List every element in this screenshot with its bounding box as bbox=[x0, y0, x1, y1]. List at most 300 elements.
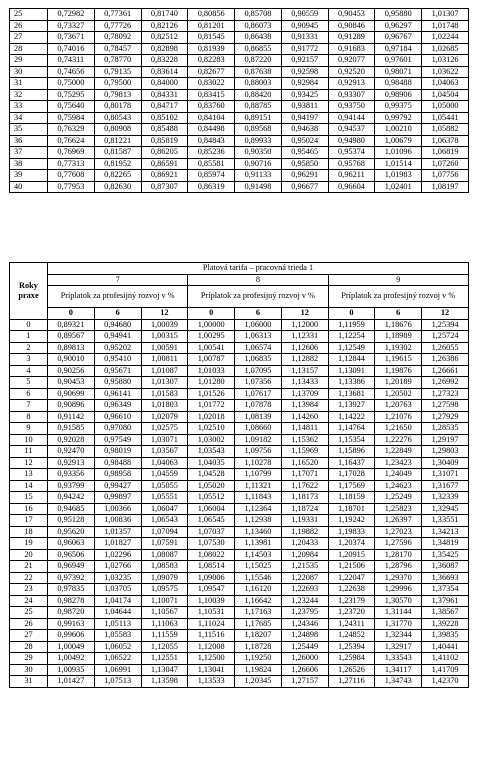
coefficient-cell: 1,24049 bbox=[375, 469, 422, 481]
coefficient-cell: 1,10567 bbox=[141, 607, 188, 619]
coefficient-cell: 1,02766 bbox=[94, 561, 141, 573]
years-cell: 25 bbox=[10, 607, 48, 619]
group-subtitle-7: Príplatok za profesijný rozvoj v % bbox=[48, 286, 188, 308]
coefficient-cell: 0,98488 bbox=[375, 78, 422, 90]
coefficient-cell: 1,00039 bbox=[141, 319, 188, 331]
years-cell: 28 bbox=[10, 641, 48, 653]
coefficient-cell: 0,92077 bbox=[328, 55, 375, 67]
coefficient-cell: 1,15969 bbox=[281, 446, 328, 458]
coefficient-cell: 1,01748 bbox=[422, 20, 469, 32]
coefficient-cell: 0,91331 bbox=[281, 32, 328, 44]
coefficient-cell: 1,06835 bbox=[235, 354, 282, 366]
table-row bbox=[10, 469, 469, 481]
coefficient-cell: 1,23795 bbox=[281, 607, 328, 619]
coefficient-cell: 0,92913 bbox=[328, 78, 375, 90]
coefficient-cell: 1,17071 bbox=[281, 469, 328, 481]
coefficient-cell: 1,29996 bbox=[375, 584, 422, 596]
coefficient-cell: 1,26397 bbox=[375, 515, 422, 527]
years-cell: 24 bbox=[10, 595, 48, 607]
years-cell: 5 bbox=[10, 377, 48, 389]
coefficient-cell: 1,26526 bbox=[328, 664, 375, 676]
coefficient-cell: 1,34819 bbox=[422, 538, 469, 550]
coefficient-cell: 1,11024 bbox=[188, 618, 235, 630]
table-row bbox=[10, 411, 469, 423]
coefficient-cell: 1,32344 bbox=[375, 630, 422, 642]
coefficient-cell: 1,04528 bbox=[188, 469, 235, 481]
coefficient-cell: 1,10278 bbox=[235, 457, 282, 469]
coefficient-cell: 0,75984 bbox=[48, 112, 95, 124]
coefficient-cell: 1,06991 bbox=[94, 664, 141, 676]
coefficient-cell: 0,85974 bbox=[188, 170, 235, 182]
coefficient-cell: 0,81221 bbox=[94, 135, 141, 147]
coefficient-cell: 1,04063 bbox=[141, 457, 188, 469]
coefficient-cell: 1,05551 bbox=[141, 492, 188, 504]
coefficient-cell: 1,03567 bbox=[141, 446, 188, 458]
coefficient-cell: 1,15362 bbox=[281, 434, 328, 446]
coefficient-cell: 0,83022 bbox=[188, 78, 235, 90]
coefficient-cell: 1,13460 bbox=[235, 526, 282, 538]
coefficient-cell: 1,00049 bbox=[48, 641, 95, 653]
coefficient-cell: 1,34743 bbox=[375, 676, 422, 688]
coefficient-cell: 0,97835 bbox=[48, 584, 95, 596]
coefficient-cell: 1,08583 bbox=[141, 561, 188, 573]
years-cell: 4 bbox=[10, 365, 48, 377]
coefficient-cell: 1,00679 bbox=[375, 135, 422, 147]
coefficient-cell: 1,15025 bbox=[235, 561, 282, 573]
coefficient-cell: 1,18676 bbox=[375, 319, 422, 331]
coefficient-cell: 1,08514 bbox=[188, 561, 235, 573]
coefficient-cell: 1,20189 bbox=[375, 377, 422, 389]
coefficient-cell: 0,97549 bbox=[94, 434, 141, 446]
coefficient-cell: 1,22047 bbox=[328, 572, 375, 584]
coefficient-cell: 0,94197 bbox=[281, 112, 328, 124]
coefficient-cell: 0,99427 bbox=[94, 480, 141, 492]
coefficient-cell: 1,19250 bbox=[235, 653, 282, 665]
coefficient-cell: 0,93750 bbox=[328, 101, 375, 113]
coefficient-cell: 1,22276 bbox=[375, 434, 422, 446]
coefficient-cell: 0,84104 bbox=[188, 112, 235, 124]
coefficient-cell: 1,31071 bbox=[422, 469, 469, 481]
coefficient-cell: 0,77726 bbox=[94, 20, 141, 32]
coefficient-cell: 0,86319 bbox=[188, 181, 235, 193]
coefficient-cell: 0,88420 bbox=[235, 89, 282, 101]
coefficient-cell: 1,03126 bbox=[422, 55, 469, 67]
coefficient-cell: 1,01280 bbox=[188, 377, 235, 389]
coefficient-cell: 1,12500 bbox=[188, 653, 235, 665]
coefficient-cell: 0,81939 bbox=[188, 43, 235, 55]
coefficient-cell: 0,83614 bbox=[141, 66, 188, 78]
table-row bbox=[10, 319, 469, 331]
coefficient-cell: 1,10799 bbox=[235, 469, 282, 481]
coefficient-cell: 0,89151 bbox=[235, 112, 282, 124]
coefficient-cell: 1,06047 bbox=[141, 503, 188, 515]
coefficient-cell: 1,38567 bbox=[422, 607, 469, 619]
coefficient-cell: 1,20433 bbox=[281, 538, 328, 550]
table-row bbox=[10, 423, 469, 435]
coefficient-cell: 0,84717 bbox=[141, 101, 188, 113]
coefficient-cell: 1,04174 bbox=[94, 595, 141, 607]
top-table bbox=[9, 8, 469, 193]
coefficient-cell: 1,19615 bbox=[375, 354, 422, 366]
coefficient-cell: 1,20345 bbox=[235, 676, 282, 688]
coefficient-cell: 0,95374 bbox=[328, 147, 375, 159]
coefficient-cell: 0,86073 bbox=[235, 20, 282, 32]
coefficient-cell: 0,79813 bbox=[94, 89, 141, 101]
coefficient-cell: 1,24898 bbox=[281, 630, 328, 642]
coefficient-cell: 1,03705 bbox=[94, 584, 141, 596]
coefficient-cell: 1,09079 bbox=[141, 572, 188, 584]
coefficient-cell: 1,13984 bbox=[281, 400, 328, 412]
coefficient-cell: 1,04504 bbox=[422, 89, 469, 101]
coefficient-cell: 1,05113 bbox=[94, 618, 141, 630]
coefficient-cell: 1,32339 bbox=[422, 492, 469, 504]
coefficient-cell: 0,86438 bbox=[235, 32, 282, 44]
coefficient-cell: 0,92028 bbox=[48, 434, 95, 446]
coefficient-cell: 1,00836 bbox=[94, 515, 141, 527]
coefficient-cell: 1,25394 bbox=[328, 641, 375, 653]
coefficient-cell: 1,21076 bbox=[375, 411, 422, 423]
coefficient-cell: 1,24346 bbox=[281, 618, 328, 630]
coefficient-cell: 1,09575 bbox=[141, 584, 188, 596]
coefficient-cell: 1,13598 bbox=[141, 676, 188, 688]
table-row bbox=[10, 492, 469, 504]
coefficient-cell: 0,82126 bbox=[141, 20, 188, 32]
coefficient-cell: 0,90559 bbox=[281, 9, 328, 21]
coefficient-cell: 0,82283 bbox=[188, 55, 235, 67]
coefficient-cell: 0,89813 bbox=[48, 342, 95, 354]
coefficient-cell: 1,09182 bbox=[235, 434, 282, 446]
coefficient-cell: 0,78457 bbox=[94, 43, 141, 55]
coefficient-cell: 1,06052 bbox=[94, 641, 141, 653]
coefficient-cell: 1,06545 bbox=[188, 515, 235, 527]
coefficient-cell: 0,75640 bbox=[48, 101, 95, 113]
coefficient-cell: 1,22087 bbox=[281, 572, 328, 584]
table-row bbox=[10, 158, 469, 170]
coefficient-cell: 0,82898 bbox=[141, 43, 188, 55]
coefficient-cell: 1,06574 bbox=[235, 342, 282, 354]
coefficient-cell: 0,98958 bbox=[94, 469, 141, 481]
coefficient-cell: 0,96610 bbox=[94, 411, 141, 423]
coefficient-cell: 1,06819 bbox=[422, 147, 469, 159]
years-cell: 11 bbox=[10, 446, 48, 458]
coefficient-cell: 1,36087 bbox=[422, 561, 469, 573]
sub-header: 12 bbox=[141, 308, 188, 320]
coefficient-cell: 1,00591 bbox=[141, 342, 188, 354]
coefficient-cell: 0,84331 bbox=[141, 89, 188, 101]
coefficient-cell: 0,76624 bbox=[48, 135, 95, 147]
coefficient-cell: 1,16120 bbox=[235, 584, 282, 596]
coefficient-cell: 1,08087 bbox=[141, 549, 188, 561]
years-cell: 34 bbox=[10, 112, 48, 124]
table-row bbox=[10, 526, 469, 538]
table-row bbox=[10, 135, 469, 147]
coefficient-cell: 1,00000 bbox=[188, 319, 235, 331]
coefficient-cell: 0,95671 bbox=[94, 365, 141, 377]
coefficient-cell: 1,09006 bbox=[188, 572, 235, 584]
table-row bbox=[10, 354, 469, 366]
coefficient-cell: 0,96677 bbox=[281, 181, 328, 193]
coefficient-cell: 1,19302 bbox=[375, 342, 422, 354]
years-cell: 20 bbox=[10, 549, 48, 561]
years-cell: 3 bbox=[10, 354, 48, 366]
coefficient-cell: 1,27598 bbox=[422, 400, 469, 412]
years-cell: 27 bbox=[10, 32, 48, 44]
coefficient-cell: 0,98488 bbox=[94, 457, 141, 469]
coefficient-cell: 1,23423 bbox=[375, 457, 422, 469]
coefficient-cell: 1,01583 bbox=[141, 388, 188, 400]
coefficient-cell: 1,00210 bbox=[375, 124, 422, 136]
coefficient-cell: 0,96211 bbox=[328, 170, 375, 182]
coefficient-cell: 1,02401 bbox=[375, 181, 422, 193]
coefficient-cell: 1,00541 bbox=[188, 342, 235, 354]
salary-table bbox=[9, 262, 469, 688]
years-cell: 2 bbox=[10, 342, 48, 354]
coefficient-cell: 1,18173 bbox=[281, 492, 328, 504]
coefficient-cell: 0,89321 bbox=[48, 319, 95, 331]
table-row bbox=[10, 112, 469, 124]
coefficient-cell: 1,11063 bbox=[141, 618, 188, 630]
years-cell: 23 bbox=[10, 584, 48, 596]
coefficient-cell: 1,19833 bbox=[328, 526, 375, 538]
coefficient-cell: 0,84000 bbox=[141, 78, 188, 90]
coefficient-cell: 1,27023 bbox=[375, 526, 422, 538]
table-title: Platová tarifa – pracovná trieda 1 bbox=[48, 263, 469, 275]
coefficient-cell: 1,22849 bbox=[375, 446, 422, 458]
coefficient-cell: 1,13681 bbox=[328, 388, 375, 400]
coefficient-cell: 0,94685 bbox=[48, 503, 95, 515]
coefficient-cell: 1,11959 bbox=[328, 319, 375, 331]
table-row bbox=[10, 89, 469, 101]
coefficient-cell: 1,28796 bbox=[375, 561, 422, 573]
coefficient-cell: 0,95202 bbox=[94, 342, 141, 354]
coefficient-cell: 1,17569 bbox=[328, 480, 375, 492]
table-row bbox=[10, 147, 469, 159]
coefficient-cell: 1,26055 bbox=[422, 342, 469, 354]
coefficient-cell: 1,07260 bbox=[422, 158, 469, 170]
coefficient-cell: 1,21650 bbox=[375, 423, 422, 435]
coefficient-cell: 1,13091 bbox=[328, 365, 375, 377]
coefficient-cell: 1,11321 bbox=[235, 480, 282, 492]
coefficient-cell: 0,96297 bbox=[375, 20, 422, 32]
coefficient-cell: 1,20984 bbox=[281, 549, 328, 561]
coefficient-cell: 1,29197 bbox=[422, 434, 469, 446]
coefficient-cell: 0,86921 bbox=[141, 170, 188, 182]
coefficient-cell: 1,02018 bbox=[188, 411, 235, 423]
coefficient-cell: 0,93307 bbox=[328, 89, 375, 101]
coefficient-cell: 1,10039 bbox=[188, 595, 235, 607]
coefficient-cell: 1,04559 bbox=[141, 469, 188, 481]
coefficient-cell: 1,13157 bbox=[281, 365, 328, 377]
years-cell: 31 bbox=[10, 676, 48, 688]
coefficient-cell: 1,14503 bbox=[235, 549, 282, 561]
coefficient-cell: 0,81740 bbox=[141, 9, 188, 21]
years-cell: 30 bbox=[10, 66, 48, 78]
coefficient-cell: 1,14764 bbox=[328, 423, 375, 435]
coefficient-cell: 1,34117 bbox=[375, 664, 422, 676]
coefficient-cell: 0,97184 bbox=[375, 43, 422, 55]
years-cell: 15 bbox=[10, 492, 48, 504]
coefficient-cell: 0,95880 bbox=[94, 377, 141, 389]
table-row bbox=[10, 9, 469, 21]
coefficient-cell: 1,03235 bbox=[94, 572, 141, 584]
coefficient-cell: 1,19876 bbox=[375, 365, 422, 377]
coefficient-cell: 1,13981 bbox=[235, 538, 282, 550]
table-row bbox=[10, 549, 469, 561]
table-row bbox=[10, 66, 469, 78]
coefficient-cell: 1,16642 bbox=[235, 595, 282, 607]
coefficient-cell: 1,05583 bbox=[94, 630, 141, 642]
coefficient-cell: 1,34213 bbox=[422, 526, 469, 538]
coefficient-cell: 1,01772 bbox=[188, 400, 235, 412]
coefficient-cell: 1,00787 bbox=[188, 354, 235, 366]
coefficient-cell: 1,29803 bbox=[422, 446, 469, 458]
coefficient-cell: 0,83415 bbox=[188, 89, 235, 101]
coefficient-cell: 0,74311 bbox=[48, 55, 95, 67]
coefficient-cell: 0,95465 bbox=[281, 147, 328, 159]
sub-header: 12 bbox=[422, 308, 469, 320]
coefficient-cell: 1,31770 bbox=[375, 618, 422, 630]
coefficient-cell: 1,15354 bbox=[328, 434, 375, 446]
coefficient-cell: 0,90716 bbox=[235, 158, 282, 170]
table-row bbox=[10, 170, 469, 182]
coefficient-cell: 1,11516 bbox=[188, 630, 235, 642]
coefficient-cell: 1,32945 bbox=[422, 503, 469, 515]
salary-table-header bbox=[10, 263, 469, 320]
coefficient-cell: 1,07878 bbox=[235, 400, 282, 412]
coefficient-cell: 1,01357 bbox=[94, 526, 141, 538]
coefficient-cell: 0,84498 bbox=[188, 124, 235, 136]
coefficient-cell: 0,91585 bbox=[48, 423, 95, 435]
coefficient-cell: 1,10071 bbox=[141, 595, 188, 607]
coefficient-cell: 1,20374 bbox=[328, 538, 375, 550]
coefficient-cell: 1,01096 bbox=[375, 147, 422, 159]
table-row bbox=[10, 32, 469, 44]
table-row bbox=[10, 630, 469, 642]
coefficient-cell: 1,11559 bbox=[141, 630, 188, 642]
sub-header: 0 bbox=[328, 308, 375, 320]
coefficient-cell: 0,97080 bbox=[94, 423, 141, 435]
top-table-body bbox=[10, 9, 469, 193]
coefficient-cell: 0,72982 bbox=[48, 9, 95, 21]
coefficient-cell: 0,76329 bbox=[48, 124, 95, 136]
years-cell: 14 bbox=[10, 480, 48, 492]
years-cell: 28 bbox=[10, 43, 48, 55]
coefficient-cell: 1,14260 bbox=[281, 411, 328, 423]
table-row bbox=[10, 515, 469, 527]
coefficient-cell: 0,82265 bbox=[94, 170, 141, 182]
coefficient-cell: 1,10531 bbox=[188, 607, 235, 619]
coefficient-cell: 1,01427 bbox=[48, 676, 95, 688]
coefficient-cell: 1,33551 bbox=[422, 515, 469, 527]
coefficient-cell: 1,07095 bbox=[235, 365, 282, 377]
table-row bbox=[10, 331, 469, 343]
coefficient-cell: 1,07617 bbox=[235, 388, 282, 400]
coefficient-cell: 1,25984 bbox=[328, 653, 375, 665]
coefficient-cell: 1,00811 bbox=[141, 354, 188, 366]
coefficient-cell: 0,88785 bbox=[235, 101, 282, 113]
coefficient-cell: 0,95410 bbox=[94, 354, 141, 366]
table-row bbox=[10, 20, 469, 32]
coefficient-cell: 1,13047 bbox=[141, 664, 188, 676]
coefficient-cell: 1,05000 bbox=[422, 101, 469, 113]
coefficient-cell: 0,79500 bbox=[94, 78, 141, 90]
coefficient-cell: 0,74016 bbox=[48, 43, 95, 55]
table-row bbox=[10, 584, 469, 596]
coefficient-cell: 1,24311 bbox=[328, 618, 375, 630]
coefficient-cell: 0,86205 bbox=[141, 147, 188, 159]
coefficient-cell: 0,95768 bbox=[328, 158, 375, 170]
table-row bbox=[10, 641, 469, 653]
coefficient-cell: 1,26606 bbox=[281, 664, 328, 676]
coefficient-cell: 1,36693 bbox=[422, 572, 469, 584]
coefficient-cell: 0,83228 bbox=[141, 55, 188, 67]
coefficient-cell: 1,20915 bbox=[328, 549, 375, 561]
coefficient-cell: 0,85819 bbox=[141, 135, 188, 147]
coefficient-cell: 1,12549 bbox=[328, 342, 375, 354]
coefficient-cell: 0,79135 bbox=[94, 66, 141, 78]
coefficient-cell: 1,25394 bbox=[422, 319, 469, 331]
coefficient-cell: 1,03002 bbox=[188, 434, 235, 446]
coefficient-cell: 1,11843 bbox=[235, 492, 282, 504]
years-cell: 0 bbox=[10, 319, 48, 331]
coefficient-cell: 0,78092 bbox=[94, 32, 141, 44]
years-cell: 32 bbox=[10, 89, 48, 101]
coefficient-cell: 1,07530 bbox=[188, 538, 235, 550]
group-number-8: 8 bbox=[188, 274, 328, 286]
coefficient-cell: 0,92913 bbox=[48, 457, 95, 469]
coefficient-cell: 1,19331 bbox=[281, 515, 328, 527]
coefficient-cell: 0,75000 bbox=[48, 78, 95, 90]
coefficient-cell: 0,99375 bbox=[375, 101, 422, 113]
coefficient-cell: 1,23720 bbox=[328, 607, 375, 619]
years-cell: 13 bbox=[10, 469, 48, 481]
coefficient-cell: 1,20502 bbox=[375, 388, 422, 400]
coefficient-cell: 1,01526 bbox=[188, 388, 235, 400]
years-cell: 35 bbox=[10, 124, 48, 136]
coefficient-cell: 0,91772 bbox=[281, 43, 328, 55]
coefficient-cell: 1,31677 bbox=[422, 480, 469, 492]
coefficient-cell: 0,80543 bbox=[94, 112, 141, 124]
years-cell: 25 bbox=[10, 9, 48, 21]
coefficient-cell: 0,89567 bbox=[48, 331, 95, 343]
coefficient-cell: 0,81545 bbox=[188, 32, 235, 44]
years-cell: 39 bbox=[10, 170, 48, 182]
coefficient-cell: 1,07513 bbox=[94, 676, 141, 688]
coefficient-cell: 0,82677 bbox=[188, 66, 235, 78]
coefficient-cell: 0,91289 bbox=[328, 32, 375, 44]
coefficient-cell: 0,96949 bbox=[48, 561, 95, 573]
coefficient-cell: 1,01983 bbox=[375, 170, 422, 182]
coefficient-cell: 1,08660 bbox=[235, 423, 282, 435]
years-cell: 10 bbox=[10, 434, 48, 446]
coefficient-cell: 1,17163 bbox=[235, 607, 282, 619]
coefficient-cell: 0,92984 bbox=[281, 78, 328, 90]
coefficient-cell: 0,77953 bbox=[48, 181, 95, 193]
table-row bbox=[10, 124, 469, 136]
coefficient-cell: 1,41102 bbox=[422, 653, 469, 665]
coefficient-cell: 1,18728 bbox=[235, 641, 282, 653]
table-row bbox=[10, 561, 469, 573]
coefficient-cell: 0,96506 bbox=[48, 549, 95, 561]
table-row bbox=[10, 607, 469, 619]
coefficient-cell: 1,01087 bbox=[141, 365, 188, 377]
coefficient-cell: 0,94144 bbox=[328, 112, 375, 124]
group-subtitle-9: Príplatok za profesijný rozvoj v % bbox=[328, 286, 468, 308]
coefficient-cell: 0,93356 bbox=[48, 469, 95, 481]
coefficient-cell: 0,83760 bbox=[188, 101, 235, 113]
coefficient-cell: 0,90846 bbox=[328, 20, 375, 32]
coefficient-cell: 0,93799 bbox=[48, 480, 95, 492]
